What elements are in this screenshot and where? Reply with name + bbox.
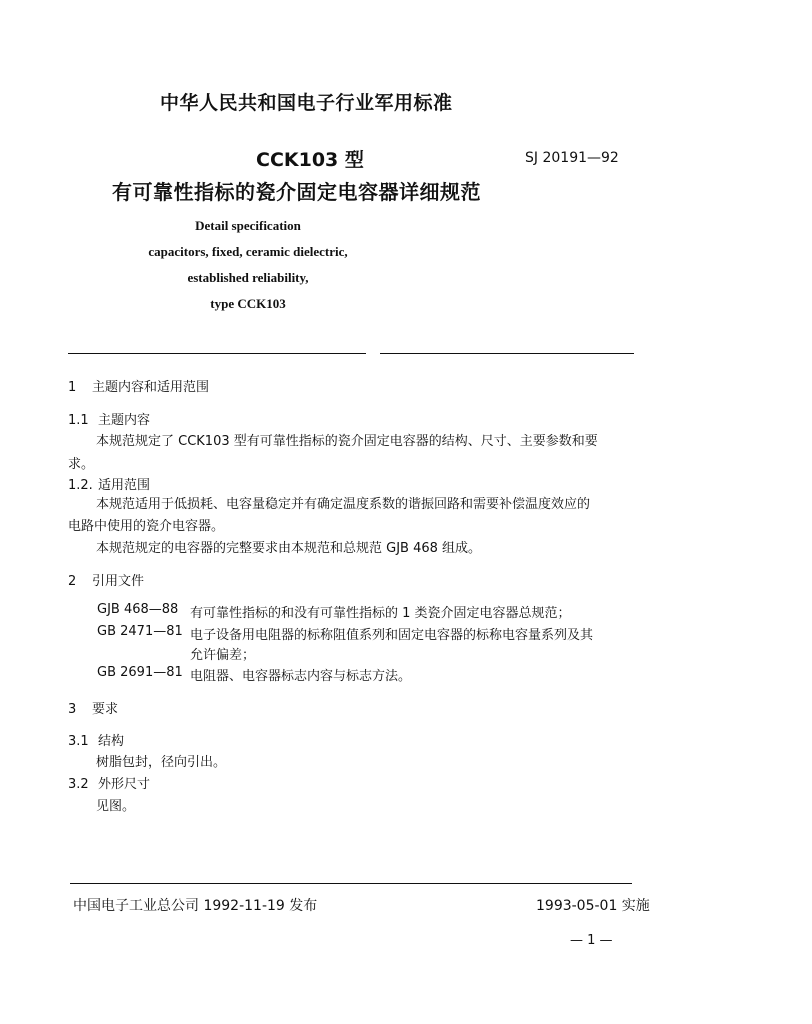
- paragraph-line: 本规范规定了 CCK103 型有可靠性指标的瓷介固定电容器的结构、尺寸、主要参数和要: [96, 434, 598, 449]
- subsection-title: 结构: [98, 734, 125, 749]
- footer-divider: [70, 883, 632, 884]
- section-heading-1: [68, 376, 209, 395]
- section-title: 主题内容和适用范围: [92, 380, 210, 395]
- subsection-heading-1-2: [68, 474, 150, 493]
- page-number: — 1 —: [570, 933, 613, 948]
- paragraph-line: 树脂包封，径向引出。: [96, 755, 227, 770]
- paragraph-line: 见图。: [96, 799, 136, 814]
- reference-code: GB 2691—81: [97, 665, 183, 680]
- reference-code: GJB 468—88: [97, 602, 179, 617]
- model-title: CCK103 型: [256, 149, 364, 171]
- title-en-line: type CCK103: [210, 296, 286, 311]
- section-number: 2: [68, 574, 77, 589]
- subsection-heading-3-1: [68, 730, 124, 749]
- section-number: 1: [68, 380, 77, 395]
- standard-organization: 中华人民共和国电子行业军用标准: [160, 92, 453, 114]
- reference-code: GB 2471—81: [97, 624, 183, 639]
- subsection-title: 外形尺寸: [98, 777, 151, 792]
- paragraph-line: 本规范适用于低损耗、电容量稳定并有确定温度系数的谐振回路和需要补偿温度效应的: [96, 497, 591, 512]
- paragraph-line: 电路中使用的瓷介电容器。: [68, 519, 225, 534]
- reference-title: 有可靠性指标的和没有可靠性指标的 1 类瓷介固定电容器总规范；: [190, 606, 571, 621]
- subsection-heading-3-2: [68, 773, 150, 792]
- issue-info: 中国电子工业总公司 1992-11-19 发布: [73, 898, 318, 914]
- section-number: 3: [68, 702, 77, 717]
- subsection-number: 3.1: [68, 734, 89, 749]
- section-title: 引用文件: [92, 574, 145, 589]
- section-heading-2: [68, 570, 144, 589]
- implementation-date: 1993-05-01 实施: [536, 898, 650, 914]
- subsection-title: 适用范围: [98, 478, 151, 493]
- reference-title: 电阻器、电容器标志内容与标志方法。: [190, 669, 412, 684]
- section-title: 要求: [92, 702, 119, 717]
- header-divider-right: [380, 353, 634, 354]
- subsection-number: 3.2: [68, 777, 89, 792]
- title-en-line: Detail specification: [195, 218, 301, 233]
- subsection-title: 主题内容: [98, 413, 151, 428]
- header-divider-left: [68, 353, 366, 354]
- subsection-number: 1.1: [68, 413, 89, 428]
- subsection-number: 1.2.: [68, 478, 93, 493]
- section-heading-3: [68, 698, 118, 717]
- subsection-heading-1-1: [68, 409, 150, 428]
- standard-number: SJ 20191—92: [525, 150, 619, 166]
- title-en-line: established reliability,: [187, 270, 309, 285]
- document-title-cn: 有可靠性指标的瓷介固定电容器详细规范: [112, 180, 481, 204]
- reference-title: 电子设备用电阻器的标称阻值系列和固定电容器的标称电容量系列及其: [190, 628, 594, 643]
- paragraph-line: 求。: [68, 457, 95, 472]
- paragraph-line: 本规范规定的电容器的完整要求由本规范和总规范 GJB 468 组成。: [96, 541, 482, 556]
- reference-title: 允许偏差；: [190, 648, 256, 663]
- title-en-line: capacitors, fixed, ceramic dielectric,: [148, 244, 348, 259]
